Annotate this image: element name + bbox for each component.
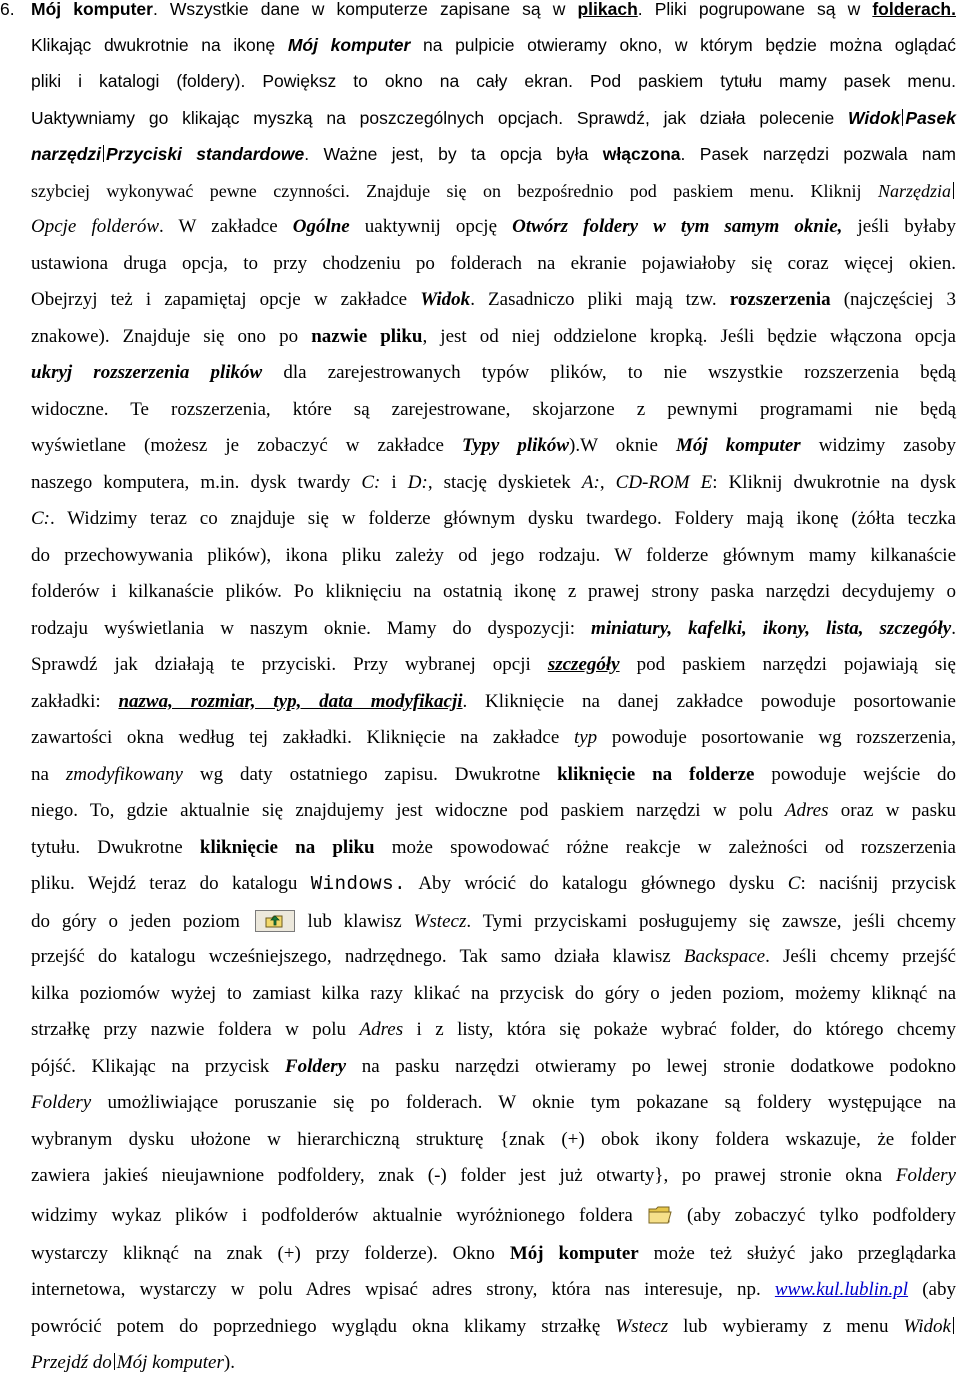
text-line	[31, 1015, 956, 1045]
text-segment: rodzaju wyświetlania w naszym oknie. Mamy do dyspozycji:	[31, 618, 592, 639]
text-segment: (najczęściej 3	[830, 289, 956, 310]
emphasis: Mój komputer	[116, 1352, 224, 1373]
text-line	[31, 103, 956, 133]
text-line	[31, 1201, 956, 1231]
text-line	[31, 285, 956, 315]
text-line	[31, 30, 956, 60]
folder-icon	[647, 1204, 673, 1226]
text-segment: znakowe). Znajduje się ono po	[31, 326, 312, 347]
menu-path-separator	[953, 182, 954, 199]
emphasis: kliknięcie na pliku	[199, 837, 375, 858]
text-segment: (aby zobaczyć tylko podfoldery	[672, 1205, 956, 1226]
text-line	[31, 942, 956, 972]
emphasis: Wstecz	[413, 911, 467, 932]
text-line	[31, 577, 956, 607]
text-segment: strzałkę przy nazwie foldera w polu	[31, 1019, 360, 1040]
text-line	[31, 614, 956, 644]
text-line	[31, 1052, 956, 1082]
text-segment: wystarczy kliknąć na znak (+) przy folderze). Okno	[31, 1243, 510, 1264]
folder-path-text: Windows.	[310, 873, 406, 895]
emphasis: nazwa, rozmiar, typ, data modyfikacji	[118, 691, 463, 712]
text-line	[31, 504, 956, 534]
emphasis: folderach.	[872, 0, 956, 19]
text-segment: naszego komputera, m.in. dysk twardy	[31, 472, 362, 493]
emphasis: Widok	[903, 1316, 951, 1337]
text-line	[31, 212, 956, 242]
text-segment: tytułu. Dwukrotne	[31, 837, 200, 858]
text-segment: pliki i katalogi (foldery).	[31, 71, 263, 91]
text-line	[31, 687, 956, 717]
text-segment: . Tymi przyciskami posługujemy się zawsze, jeśli chcemy	[466, 911, 956, 932]
text-segment: dla zarejestrowanych typów plików, to nie wszystkie rozszerzenia będą	[262, 362, 956, 383]
emphasis: Otwórz foldery w tym samym oknie,	[512, 216, 843, 237]
text-segment: powoduje wejście do	[754, 764, 957, 785]
emphasis: Mój komputer	[509, 1243, 639, 1264]
text-line	[0, 0, 956, 24]
text-line	[31, 907, 956, 937]
text-segment: do góry o jeden poziom	[31, 911, 252, 932]
text-line	[31, 249, 956, 279]
emphasis: nazwie pliku	[311, 326, 423, 347]
emphasis: Widok	[420, 289, 471, 310]
emphasis: szczegóły	[547, 654, 620, 675]
text-segment: może też służyć jako przeglądarka	[638, 1243, 957, 1264]
text-line	[31, 468, 956, 498]
menu-path-separator	[114, 1353, 115, 1370]
emphasis: C:	[361, 472, 381, 493]
text-line	[31, 1125, 956, 1155]
text-segment: Ważne jest, by ta opcja była	[323, 144, 603, 164]
emphasis: CD-ROM E	[615, 472, 713, 493]
text-segment: . Kliknięcie na danej zakładce powoduje posortowanie	[462, 691, 956, 712]
emphasis: A:	[581, 472, 600, 493]
emphasis: Ogólne	[292, 216, 350, 237]
text-segment: ).W oknie	[569, 435, 676, 456]
text-segment: .	[304, 144, 324, 164]
text-segment: może spowodować różne reakcje w zależności od rozszerzenia	[374, 837, 956, 858]
text-segment: uaktywnij opcję	[349, 216, 513, 237]
text-segment: pliku. Wejdź teraz do katalogu	[31, 873, 311, 894]
emphasis: Widok	[848, 108, 901, 128]
emphasis: Narzędzia	[877, 181, 951, 201]
menu-path-separator	[953, 1317, 954, 1334]
text-segment: Sprawdź jak działają te przyciski. Przy wybranej opcji	[31, 654, 548, 675]
emphasis: Opcje folderów	[31, 216, 160, 237]
menu-path-separator	[902, 109, 903, 126]
text-line	[31, 1161, 956, 1191]
text-segment: pójść. Klikając na przycisk	[31, 1056, 285, 1077]
text-segment: szybciej wykonywać pewne czynności. Znajduje się on bezpośrednio pod paskiem menu. Kliknij	[31, 181, 878, 201]
text-segment: . Wszystkie dane w komputerze zapisane są w	[152, 0, 578, 19]
emphasis: plikach	[577, 0, 638, 19]
text-segment: : Kliknij dwukrotnie na dysk	[712, 472, 957, 493]
text-line	[31, 1239, 956, 1269]
text-segment: lub wybieramy z menu	[668, 1316, 904, 1337]
text-segment: umożliwiające poruszanie się po folderach. W oknie tym pokazane są foldery występujące na	[91, 1092, 956, 1113]
emphasis: C:	[31, 508, 50, 529]
emphasis: D:	[407, 472, 428, 493]
emphasis: zmodyfikowany	[65, 764, 183, 785]
text-segment: , jest od niej oddzielone kropką. Jeśli będzie włączona opcja	[422, 326, 956, 347]
text-segment: . Widzimy teraz co znajduje się w folderze głównym dysku twardego. Foldery mają ikonę (żółta teczka	[50, 508, 956, 529]
text-line	[31, 395, 956, 425]
emphasis: Foldery	[284, 1056, 347, 1077]
text-line	[31, 796, 956, 826]
text-line	[31, 176, 956, 206]
text-line	[31, 322, 956, 352]
text-segment: przejść do katalogu wcześniejszego, nadrzędnego. Tak samo działa klawisz	[31, 946, 684, 967]
emphasis: rozszerzenia	[729, 289, 831, 310]
text-segment: . Zasadniczo pliki mają tzw.	[470, 289, 730, 310]
text-line	[31, 760, 956, 790]
text-segment: zawiera jakieś nieujawnione podfoldery, znak (-) folder jest już otwarty}, po prawej stronie okna	[31, 1165, 896, 1186]
text-segment: niego. To, gdzie aktualnie się znajdujemy jest widoczne pod paskiem narzędzi w polu	[31, 800, 785, 821]
text-segment: internetowa, wystarczy w polu Adres wpisać adres strony, która nas interesuje, np.	[31, 1279, 775, 1300]
text-segment: i	[380, 472, 408, 493]
text-segment: widoczne. Te rozszerzenia, które są zarejestrowane, skojarzone z pewnymi programami nie będą	[31, 399, 956, 420]
emphasis: Adres	[784, 800, 829, 821]
text-segment: (aby	[908, 1279, 956, 1300]
emphasis: Typy plików	[462, 435, 570, 456]
emphasis: Przejdź do	[31, 1352, 112, 1373]
text-segment: Pasek narzędzi pozwala nam	[699, 144, 956, 164]
list-number: 6.	[0, 0, 15, 19]
text-segment: Aby wrócić do katalogu głównego dysku	[405, 873, 788, 894]
text-segment: wybranym dysku ułożone w hierarchiczną strukturę {znak (+) obok ikony foldera wskazuje, że folder	[31, 1129, 956, 1150]
text-segment: ustawiona druga opcja, to przy chodzeniu po folderach na ekranie pojawiałoby się coraz więcej okien.	[31, 253, 956, 274]
emphasis: Backspace	[683, 946, 766, 967]
emphasis: narzędzi	[31, 144, 102, 164]
text-segment: .	[951, 618, 956, 639]
emphasis: Mój komputer	[676, 435, 801, 456]
text-segment: ,	[599, 472, 616, 493]
text-line	[31, 541, 956, 571]
emphasis: włączona	[602, 144, 681, 164]
web-link[interactable]: www.kul.lublin.pl	[774, 1279, 909, 1300]
emphasis: Mój komputer	[31, 0, 153, 19]
text-segment: do przechowywania plików), ikona pliku zależy od jego rodzaju. W folderze głównym mamy kilkanaście	[31, 545, 956, 566]
text-segment: wyświetlane (możesz je zobaczyć w zakładce	[31, 435, 463, 456]
emphasis: Przyciski standardowe	[106, 144, 305, 164]
text-segment: kilka poziomów wyżej to zamiast kilka razy klikać na przycisk do góry o jeden poziom, możemy kliknąć na	[31, 983, 956, 1004]
text-segment: lub klawisz	[295, 911, 414, 932]
text-segment: : naciśnij przycisk	[800, 873, 956, 894]
text-segment: na	[31, 764, 66, 785]
text-segment: na pulpicie otwieramy okno, w którym będzie można oglądać	[410, 35, 957, 55]
text-segment: Uaktywniamy go klikając myszką na poszczególnych opcjach.	[31, 108, 577, 128]
emphasis: miniatury, kafelki, ikony, lista, szczegóły	[591, 618, 952, 639]
text-segment: i z listy, która się pokaże wybrać folder, do którego chcemy	[403, 1019, 957, 1040]
text-line	[31, 358, 956, 388]
text-line	[31, 1275, 956, 1305]
text-segment: na pasku narzędzi otwieramy po lewej stronie dodatkowe podokno	[346, 1056, 957, 1077]
emphasis: Foldery	[31, 1092, 92, 1113]
text-line	[31, 869, 956, 899]
menu-path-separator	[103, 145, 104, 162]
text-line	[31, 979, 956, 1009]
text-line	[31, 1312, 956, 1342]
emphasis: typ	[573, 727, 598, 748]
text-line	[31, 1348, 956, 1378]
emphasis: C	[787, 873, 801, 894]
text-segment: Klikając dwukrotnie na ikonę	[31, 35, 288, 55]
text-segment: . W zakładce	[159, 216, 293, 237]
up-one-level-icon	[255, 910, 295, 932]
text-line	[31, 723, 956, 753]
text-segment: powoduje posortowanie wg rozszerzenia,	[597, 727, 956, 748]
emphasis: kliknięcie na folderze	[557, 764, 755, 785]
text-segment: oraz w pasku	[828, 800, 956, 821]
text-segment: jeśli byłaby	[842, 216, 956, 237]
text-segment: Sprawdź, jak działa polecenie	[576, 108, 849, 128]
text-segment: folderów i kilkanaście plików. Po kliknięciu na ostatnią ikonę z prawej strony paska narzędzi decydujemy o	[31, 581, 956, 602]
text-segment: widzimy zasoby	[800, 435, 956, 456]
text-segment: widzimy wykaz plików i podfolderów aktualnie wyróżnionego foldera	[31, 1205, 647, 1226]
text-line	[31, 431, 956, 461]
text-segment: ).	[223, 1352, 235, 1373]
text-segment: zawartości okna według tej zakładki. Kliknięcie na zakładce	[31, 727, 574, 748]
text-line	[31, 833, 956, 863]
emphasis: Pasek	[905, 108, 956, 128]
text-segment: .	[680, 144, 700, 164]
text-segment: pod paskiem narzędzi pojawiają się	[619, 654, 956, 675]
emphasis: Foldery	[895, 1165, 956, 1186]
emphasis: Adres	[359, 1019, 404, 1040]
text-line	[31, 139, 956, 169]
text-line	[31, 1088, 956, 1118]
text-segment: zakładki:	[31, 691, 119, 712]
text-segment: . Jeśli chcemy przejść	[765, 946, 956, 967]
text-segment: , stację dyskietek	[427, 472, 582, 493]
text-segment: wg daty ostatniego zapisu. Dwukrotne	[182, 764, 558, 785]
text-segment: powrócić potem do poprzedniego wyglądu okna klikamy strzałkę	[31, 1316, 616, 1337]
text-segment: Obejrzyj też i zapamiętaj opcje w zakładce	[31, 289, 421, 310]
text-line	[31, 66, 956, 96]
emphasis: Wstecz	[615, 1316, 669, 1337]
text-segment: Powiększ to okno na cały ekran. Pod paskiem tytułu mamy pasek menu.	[262, 71, 956, 91]
text-line	[31, 650, 956, 680]
emphasis: Mój komputer	[287, 35, 411, 55]
text-segment: . Pliki pogrupowane są w	[637, 0, 873, 19]
emphasis: ukryj rozszerzenia plików	[31, 362, 263, 383]
